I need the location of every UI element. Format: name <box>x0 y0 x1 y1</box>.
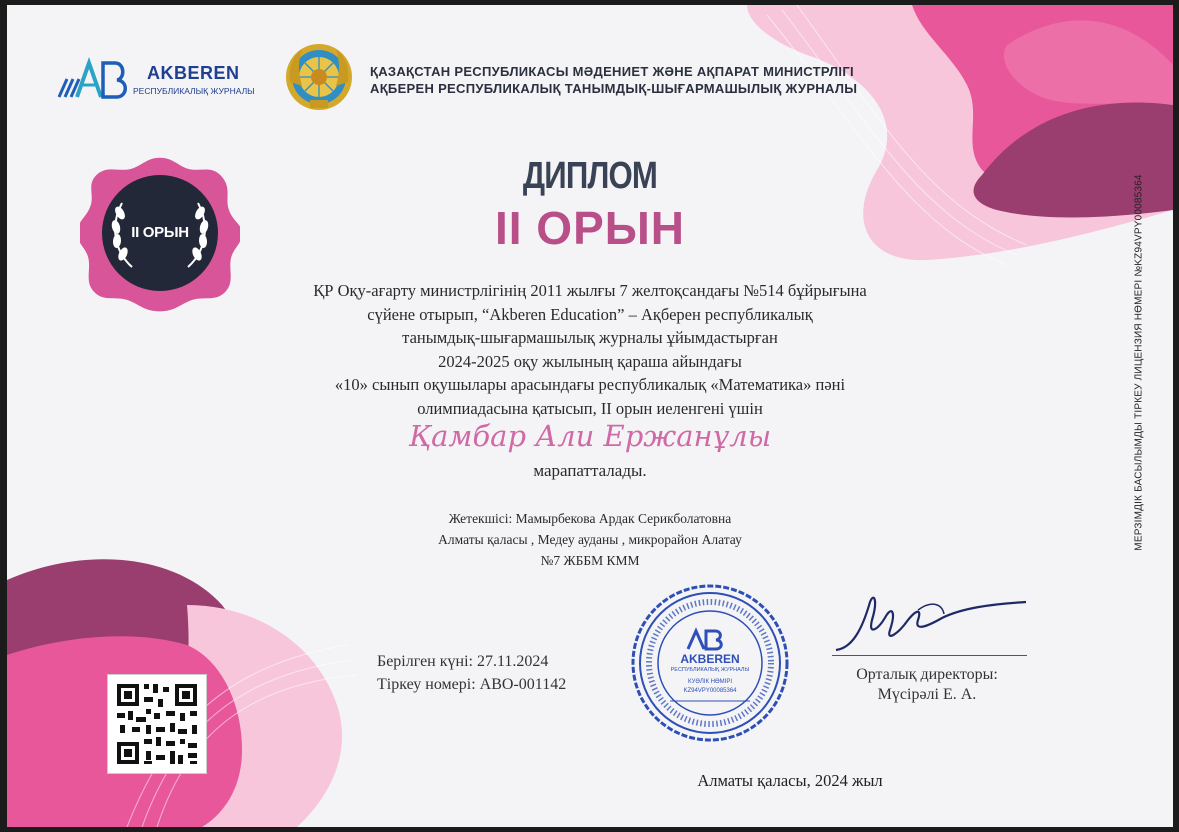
logo-text: AKBEREN <box>147 63 240 83</box>
stamp-center-text: AKBEREN <box>680 652 740 666</box>
place-heading: II ОРЫН <box>494 202 686 254</box>
director-title: Орталық директоры: <box>856 666 998 683</box>
director-name: Мүсірәлі Е. А. <box>877 686 977 703</box>
logo-subtext: РЕСПУБЛИКАЛЫҚ ЖУРНАЛЫ <box>133 86 255 96</box>
body-line: «10» сынып оқушылары арасындағы республикалық «Математика» пәні <box>334 375 846 394</box>
qr-code[interactable] <box>107 674 207 774</box>
diploma-document <box>7 5 1173 827</box>
diploma-title: ДИПЛОМ <box>522 155 658 197</box>
stamp-center-sub: РЕСПУБЛИКАЛЫҚ ЖУРНАЛЫ <box>670 667 750 673</box>
recipient-name: Қамбар Али Ержанұлы <box>408 419 772 453</box>
qr-code-icon <box>108 675 206 773</box>
director-signature <box>832 590 1032 660</box>
official-stamp <box>630 583 790 743</box>
registration-number: Тіркеу номері: АВО-001142 <box>377 676 567 693</box>
signature-line <box>832 655 1027 656</box>
body-text <box>240 279 940 420</box>
stamp-line-1: КУӘЛІК НӨМІРІ <box>688 679 732 685</box>
state-emblem-icon <box>284 42 354 112</box>
footer-city: Алматы қаласы, 2024 жыл <box>697 771 883 790</box>
supervisor-block <box>340 508 840 571</box>
akberen-logo-mark <box>55 57 133 101</box>
place-badge <box>80 155 240 315</box>
issue-date: Берілген күні: 27.11.2024 <box>377 653 549 670</box>
stamp-line-2: KZ94VPY00085364 <box>683 688 737 694</box>
akberen-logo <box>55 57 275 101</box>
supervisor-line: №7 ЖББМ КММ <box>540 553 640 568</box>
ministry-line-2: АҚБЕРЕН РЕСПУБЛИКАЛЫҚ ТАНЫМДЫҚ-ШЫҒАРМАШЫЛЫҚ ЖУРНАЛЫ <box>370 81 858 96</box>
awarded-text: марапатталады. <box>533 461 647 480</box>
supervisor-line: Жетекшісі: Мамырбекова Ардак Серикболатовна <box>448 511 732 526</box>
supervisor-line: Алматы қаласы , Медеу ауданы , микрорайон Алатау <box>438 532 742 547</box>
body-line: танымдық-шығармашылық журналы ұйымдастырған <box>402 328 778 347</box>
body-line: олимпиадасына қатысып, II орын иеленгені үшін <box>417 398 763 418</box>
body-line: сүйене отырып, “Akberen Education” – Ақберен республикалық <box>367 304 813 324</box>
badge-text: II ОРЫН <box>131 224 189 241</box>
ministry-line-1: ҚАЗАҚСТАН РЕСПУБЛИКАСЫ МӘДЕНИЕТ ЖӘНЕ АҚПАРАТ МИНИСТРЛІГІ <box>370 64 854 79</box>
body-line: ҚР Оқу-ағарту министрлігінің 2011 жылғы 7 желтоқсандағы №514 бұйрығына <box>313 281 867 300</box>
side-license-label: МЕРЗІМДІК БАСЫЛЫМДЫ ТІРКЕУ ЛИЦЕНЗИЯ НӨМЕРІ №KZ94VPY00085364 <box>1133 174 1145 551</box>
body-line: 2024-2025 оқу жылының қараша айындағы <box>438 351 742 371</box>
